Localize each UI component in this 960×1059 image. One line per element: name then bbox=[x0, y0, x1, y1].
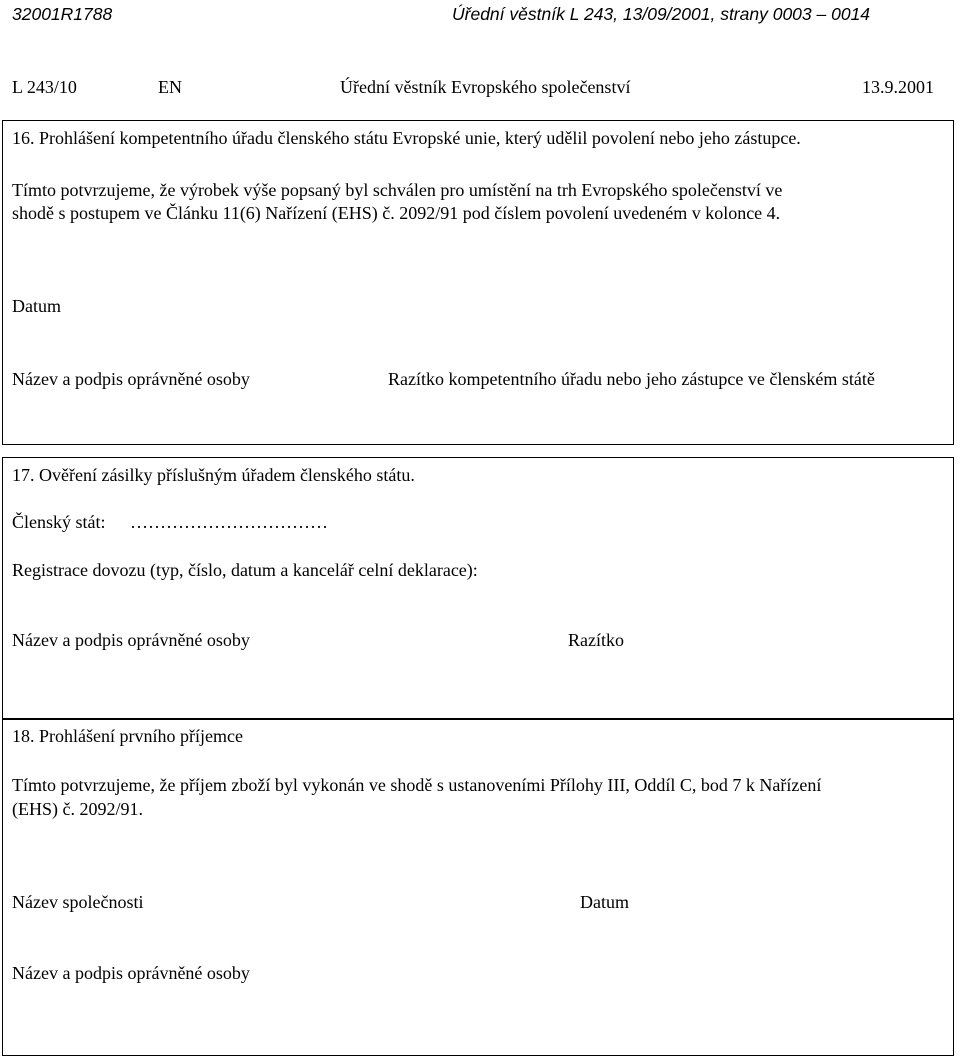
section-18-date-label: Datum bbox=[580, 892, 629, 912]
page-reference: L 243/10 bbox=[12, 77, 77, 97]
section-18-box bbox=[2, 719, 954, 1056]
document-id: 32001R1788 bbox=[12, 4, 113, 24]
section-18-text-line-2: (EHS) č. 2092/91. bbox=[12, 799, 143, 819]
journal-reference: Úřední věstník L 243, 13/09/2001, strany 0003 – 0014 bbox=[452, 4, 871, 24]
section-16-text-line-1: Tímto potvrzujeme, že výrobek výše popsaný byl schválen pro umístění na trh Evropského společenství ve bbox=[12, 180, 783, 200]
member-state-label: Členský stát: bbox=[12, 512, 106, 532]
company-name-label: Název společnosti bbox=[12, 892, 144, 912]
section-18-text-line-1: Tímto potvrzujeme, že příjem zboží byl vykonán ve shodě s ustanoveními Přílohy III, Oddíl C, bod 7 k Nařízení bbox=[12, 775, 822, 795]
section-16-box bbox=[2, 120, 954, 445]
section-18-name-signature-label: Název a podpis oprávněné osoby bbox=[12, 963, 250, 983]
import-registration-label: Registrace dovozu (typ, číslo, datum a kancelář celní deklarace): bbox=[12, 560, 478, 580]
section-16-title: 16. Prohlášení kompetentního úřadu členského státu Evropské unie, který udělil povolení nebo jeho zástupce. bbox=[12, 128, 801, 148]
section-17-name-signature-label: Název a podpis oprávněné osoby bbox=[12, 630, 250, 650]
section-16-date-label: Datum bbox=[12, 296, 61, 316]
member-state-field: …………………………… bbox=[130, 512, 328, 532]
journal-title: Úřední věstník Evropského společenství bbox=[340, 77, 631, 97]
section-17-title: 17. Ověření zásilky příslušným úřadem členského státu. bbox=[12, 465, 415, 485]
section-16-text-line-2: shodě s postupem ve Článku 11(6) Nařízení (EHS) č. 2092/91 pod číslem povolení uvedeném v kolonce 4. bbox=[12, 203, 781, 223]
section-17-stamp-label: Razítko bbox=[568, 630, 624, 650]
language-code: EN bbox=[158, 77, 182, 97]
section-18-title: 18. Prohlášení prvního příjemce bbox=[12, 726, 243, 746]
section-16-name-signature-label: Název a podpis oprávněné osoby bbox=[12, 369, 250, 389]
section-16-stamp-label: Razítko kompetentního úřadu nebo jeho zástupce ve členském státě bbox=[388, 369, 875, 389]
section-17-box bbox=[2, 457, 954, 719]
publication-date: 13.9.2001 bbox=[862, 77, 934, 97]
